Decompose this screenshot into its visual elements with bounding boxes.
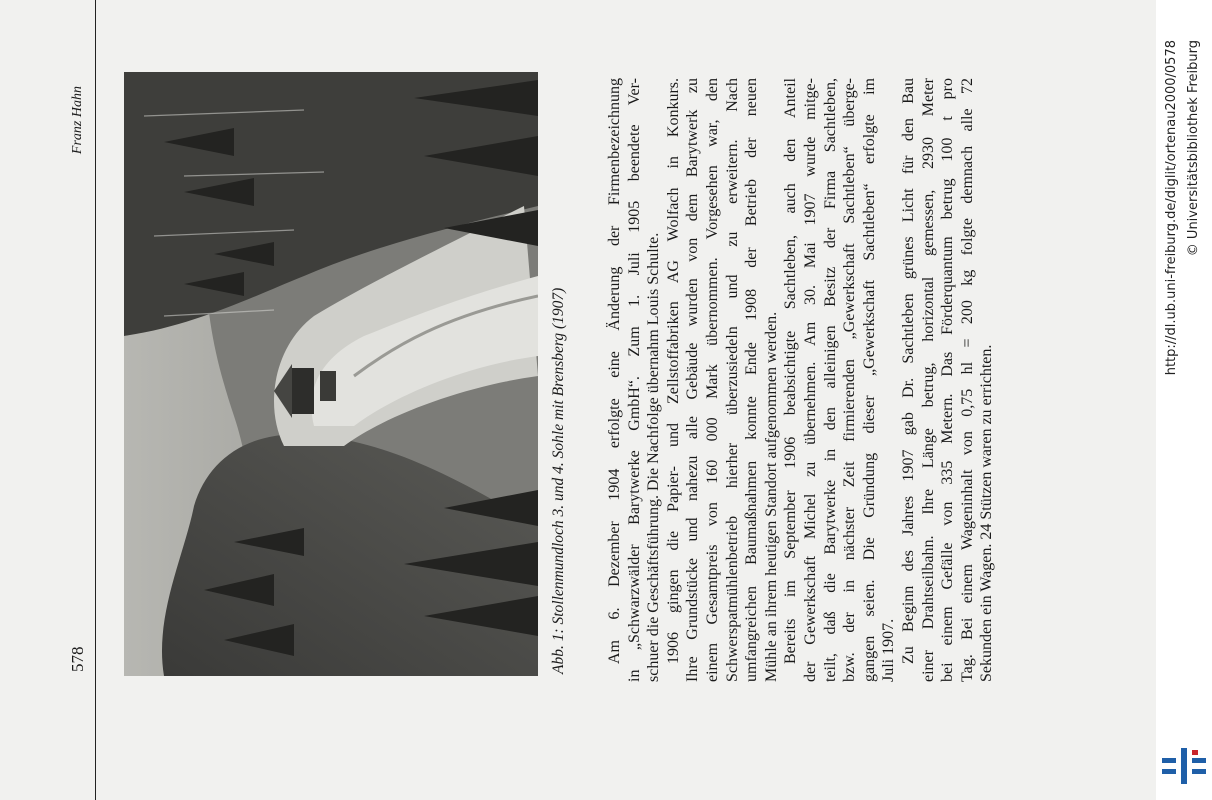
body-line: Sekunden ein Wagen. 24 Stützen waren zu errichten. xyxy=(978,344,996,682)
body-line: in „Schwarzwälder Barytwerke GmbH“. Zum 1. Juli 1905 beendete Ver- xyxy=(625,78,643,682)
body-line: Juli 1907. xyxy=(880,618,898,682)
body-line: Zu Beginn des Jahres 1907 gab Dr. Sachtleben grünes Licht für den Bau xyxy=(899,78,917,664)
body-text xyxy=(605,78,997,682)
library-logo-icon xyxy=(1162,748,1206,784)
body-line: Mühle an ihrem heutigen Standort aufgenommen werden. xyxy=(762,311,780,682)
side-margin xyxy=(1156,0,1212,800)
body-line: einem Gesamtpreis von 160 000 Mark übernommen. Vorgesehen war, den xyxy=(703,78,721,682)
body-line: bzw. der in nächster Zeit firmierenden „Gewerkschaft Sachtleben“ überge- xyxy=(841,78,859,682)
logo-bar xyxy=(1181,748,1187,784)
body-line: umfangreichen Baumaßnahmen konnte Ende 1908 der Betrieb der neuen xyxy=(743,78,761,682)
body-line: Schwerspatmühlenbetrieb hierher überzusiedeln und zu erweitern. Nach xyxy=(723,78,741,682)
body-line: Ihre Grundstücke und nahezu alle Gebäude wurden von dem Barytwerk zu xyxy=(684,78,702,682)
body-line: teilt, daß die Barytwerke in den alleinigen Besitz der Firma Sachtleben, xyxy=(821,78,839,682)
figure-caption: Abb. 1: Stollenmundloch 3. und 4. Sohle mit Brensberg (1907) xyxy=(550,287,567,674)
side-margin-content xyxy=(1156,0,1212,800)
body-line: 1906 gingen die Papier- und Zellstoffabriken AG Wolfach in Konkurs. xyxy=(664,78,682,664)
copyright-notice: © Universitätsbibliothek Freiburg xyxy=(1186,40,1201,257)
body-line: Am 6. Dezember 1904 erfolgte eine Änderung der Firmenbezeichnung xyxy=(606,78,623,664)
photo-illustration xyxy=(124,72,538,676)
running-header-author: Franz Hahn xyxy=(70,86,85,155)
logo-bar xyxy=(1162,769,1176,774)
body-line: gangen seien. Die Gründung dieser „Gewerkschaft Sachtleben“ erfolgte im xyxy=(860,78,878,682)
running-header xyxy=(66,0,96,800)
body-line: Tag. Bei einem Wageninhalt von 0,75 hl = 200 kg folgte demnach alle 72 xyxy=(958,78,976,682)
logo-bar xyxy=(1192,758,1206,763)
body-line: bei einem Gefälle von 335 Metern. Das Förderquantum betrug 100 t pro xyxy=(939,78,957,682)
source-url-link[interactable]: http://dl.ub.uni-freiburg.de/diglit/ortenau2000/0578 xyxy=(1164,40,1179,376)
body-line: der Gewerkschaft Michel zu übernehmen. Am 30. Mai 1907 wurde mitge- xyxy=(801,78,819,682)
body-line: schuer die Geschäftsführung. Die Nachfolge übernahm Louis Schulte. xyxy=(645,232,663,682)
historic-photo-mine-entrance xyxy=(124,72,538,676)
page-number: 578 xyxy=(68,646,87,672)
logo-bar xyxy=(1162,758,1176,763)
body-line: einer Drahtseilbahn. Ihre Länge betrug, horizontal gemessen, 2930 Meter xyxy=(919,78,937,682)
logo-bar xyxy=(1192,769,1206,774)
logo-accent xyxy=(1192,750,1198,755)
body-line: Bereits im September 1906 beabsichtigte Sachtleben, auch den Anteil xyxy=(782,78,800,664)
